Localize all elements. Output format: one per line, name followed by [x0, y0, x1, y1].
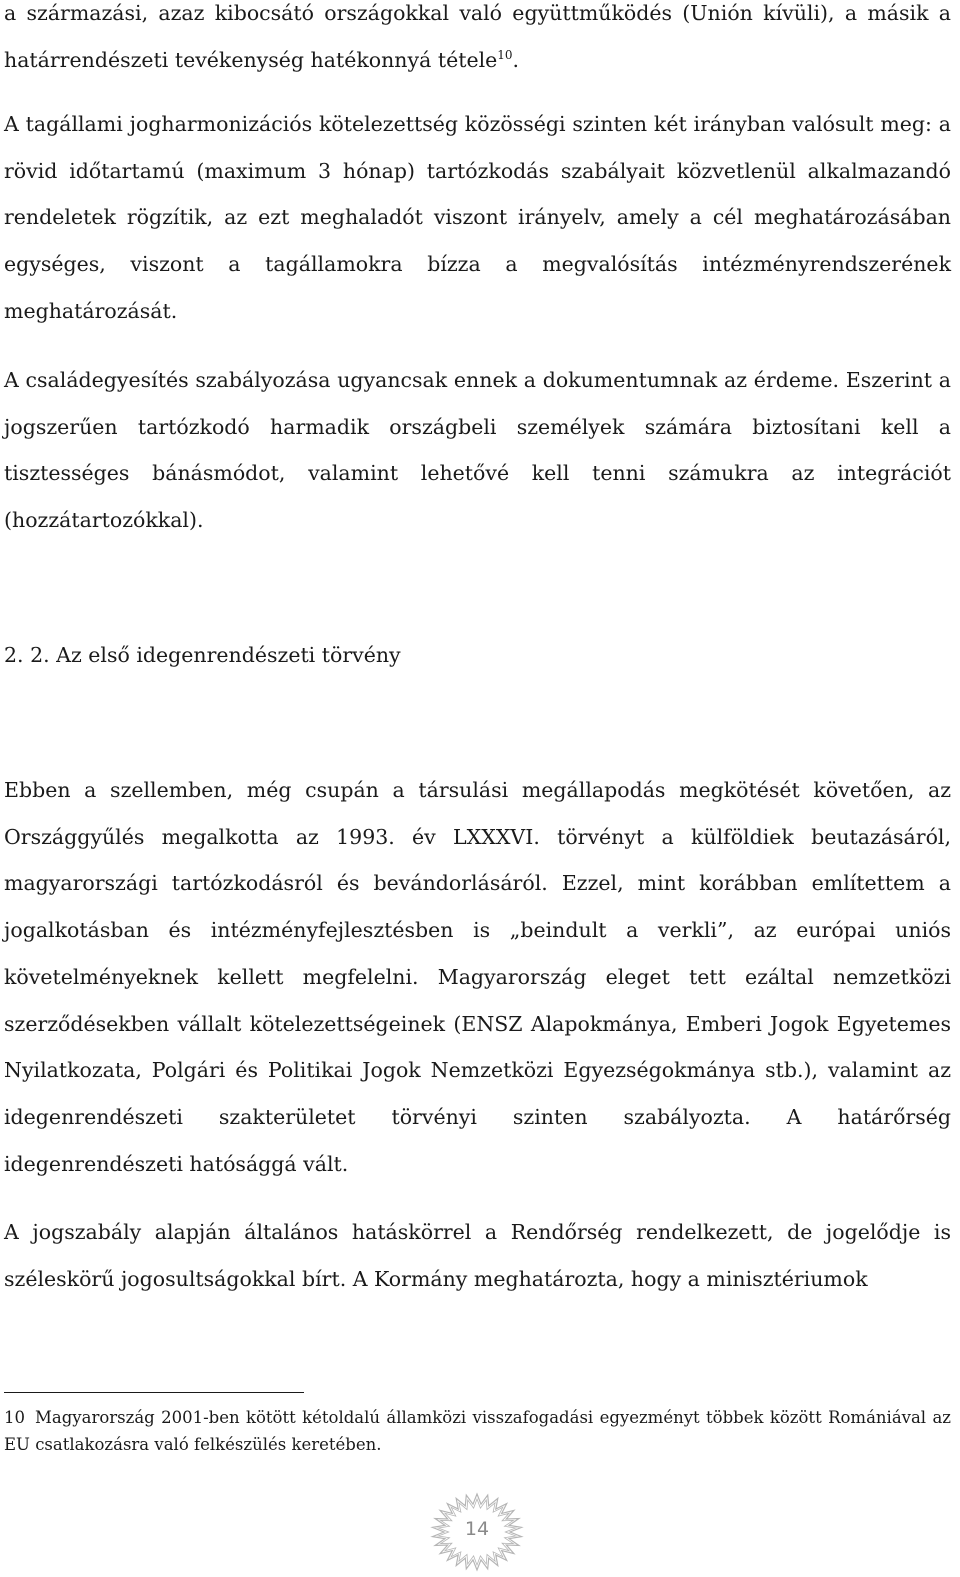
- footnote: [4, 1405, 951, 1458]
- paragraph-first-law: Ebben a szellemben, még csupán a társulási megállapodás megkötését követően, az Országgyűlés megalkotta az 1993. év LXXXVI. törvényt a külföldiek beutazásáról, magyarországi tartózkodásról és bevándorlásáról. Ezzel, mint korábban említettem a jogalkotásban és intézményfejlesztésben is „beindult a verkli”, az európai uniós követelményeknek kellett megfelelni. Magyarország eleget tett ezáltal nemzetközi szerződésekben vállalt kötelezettségeinek (ENSZ Alapokmánya, Emberi Jogok Egyetemes Nyilatkozata, Polgári és Politikai Jogok Nemzetközi Egyezségokmánya stb.), valamint az idegenrendészeti szakterületet törvényi szinten szabályozta. A határőrség idegenrendészeti hatósággá vált.: [4, 778, 951, 1176]
- page-number-badge: [424, 1492, 530, 1572]
- paragraph-police-authority: A jogszabály alapján általános hatáskörrel a Rendőrség rendelkezett, de jogelődje is széleskörű jogosultságokkal bírt. A Kormány meghatározta, hogy a minisztériumok: [4, 1220, 951, 1291]
- page-number: 14: [464, 1518, 490, 1540]
- footnote-separator: [4, 1392, 304, 1393]
- footnote-reference[interactable]: 10: [497, 47, 513, 62]
- footnote-number: 10: [4, 1408, 25, 1427]
- paragraph-family-reunification: A családegyesítés szabályozása ugyancsak ennek a dokumentumnak az érdeme. Eszerint a jogszerűen tartózkodó harmadik országbeli személyek számára biztosítani kell a tisztességes bánásmódot, valamint lehetővé kell tenni számukra az integrációt (hozzátartozókkal).: [4, 368, 951, 533]
- paragraph-tail: .: [512, 47, 520, 72]
- paragraph-harmonization: A tagállami jogharmonizációs kötelezettség közösségi szinten két irányban valósult meg: a rövid időtartamú (maximum 3 hónap) tartózkodás szabályait közvetlenül alkalmazandó rendeletek rögzítik, az ezt meghaladót viszont irányelv, amely a cél meghatározásában egységes, viszont a tagállamokra bízza a megvalósítás intézményrendszerének meghatározását.: [4, 112, 951, 323]
- paragraph-cooperation: [4, 0, 951, 83]
- section-heading: 2. 2. Az első idegenrendészeti törvény: [4, 643, 401, 667]
- footnote-text: Magyarország 2001-ben kötött kétoldalú államközi visszafogadási egyezményt többek között Romániával az EU csatlakozásra való felkészülés keretében.: [4, 1408, 951, 1454]
- paragraph-text: a származási, azaz kibocsátó országokkal való együttműködés (Unión kívüli), a másik a határrendészeti tevékenység hatékonnyá tétele: [4, 1, 951, 72]
